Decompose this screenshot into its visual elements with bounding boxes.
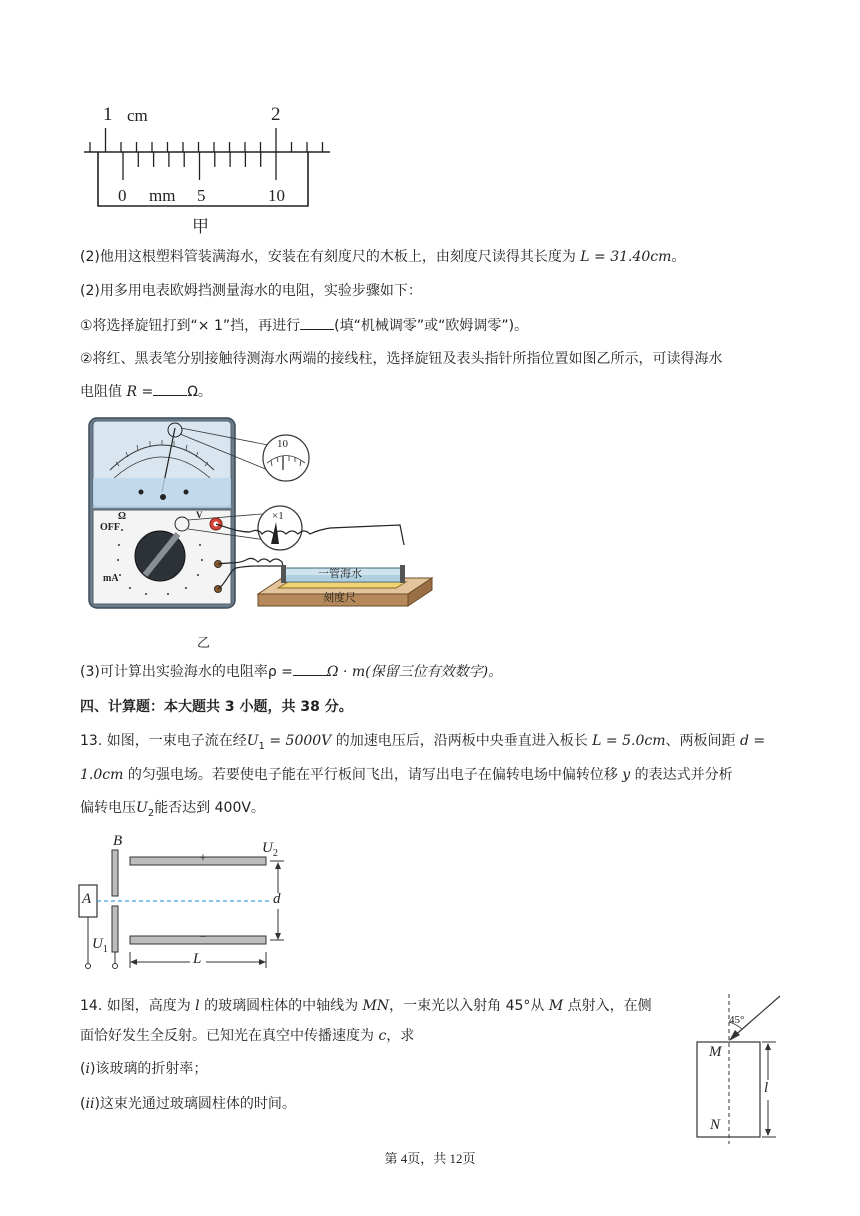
resistance-symbol: R = (126, 384, 154, 400)
q13-text-f: 能否达到 400V。 (154, 800, 265, 816)
resistance-label: 电阻值 (80, 384, 122, 400)
q13-text-e: 偏转电压 (80, 800, 136, 816)
q14-text-c: 点射入，在侧 (567, 998, 652, 1014)
line1-end: 。 (671, 249, 686, 265)
section-heading: 四、计算题：本大题共 3 小题，共 38 分。 (80, 699, 353, 715)
label-plus: + (199, 851, 207, 866)
q13-plate-length: L = 5.0cm (587, 733, 666, 749)
label-minus: − (199, 930, 207, 945)
q13-u2-sub: 2 (147, 807, 155, 819)
q14-part-ii-text: )这束光通过玻璃圆柱体的时间。 (94, 1096, 296, 1112)
zoom-switch-reading: ×1 (272, 510, 284, 522)
q14-c: c (374, 1028, 387, 1044)
main-scale-1: 1 (103, 104, 113, 125)
q13-text-d: 的表达式并分析 (634, 767, 733, 783)
q14-mn: MN (358, 998, 390, 1014)
ohm-mark: Ω (118, 511, 127, 522)
q13-u1: U (246, 733, 259, 749)
point-m: M (709, 1044, 722, 1060)
q13-u1-sub: 1 (258, 740, 265, 752)
vernier-scale-0: 0 (118, 186, 127, 205)
label-l: L (193, 951, 202, 967)
q14-part-ii-open: ( (80, 1096, 86, 1112)
label-b: B (113, 833, 123, 849)
q14-part-i: i (85, 1061, 90, 1077)
label-u1-letter: U (92, 936, 103, 952)
text-line-4: ②将红、黑表笔分别接触待测海水两端的接线柱，选择旋钮及表头指针所指位置如图乙所示，可读得海水 (80, 351, 723, 367)
vernier-scale-unit: mm (149, 186, 176, 205)
text-line-2: (2)用多用电表欧姆挡测量海水的电阻，实验步骤如下： (80, 283, 422, 299)
off-mark: OFF (100, 522, 120, 533)
figure-caption-jia: 甲 (192, 217, 209, 237)
angle-label: 45° (729, 1014, 745, 1026)
page-footer: 第 4页，共 12页 (384, 1151, 476, 1166)
height-label: l (764, 1080, 769, 1096)
q13-text-c: 的匀强电场。若要使电子能在平行板间飞出，请写出电子在偏转电场中偏转位移 (123, 767, 618, 783)
q13-d: d = (735, 733, 766, 749)
label-d: d (273, 891, 281, 907)
q14-part-ii: ii (85, 1096, 95, 1112)
length-value: L = 31.40cm (580, 249, 672, 265)
figure-caption-yi: 乙 (197, 636, 211, 651)
q14-text-b: ，一束光以入射角 45°从 (389, 998, 545, 1014)
q14-m: M (544, 998, 568, 1014)
q14-lead: 14. 如图，高度为 (80, 998, 191, 1014)
label-u1-sub: 1 (102, 944, 108, 955)
ruler-label: 刻度尺 (323, 591, 356, 604)
v-mark: V (196, 510, 203, 520)
label-u2-letter: U (262, 840, 273, 856)
q13-text-a: 的加速电压后，沿两板中央垂直进入板长 (331, 733, 588, 749)
ma-mark: mA (103, 573, 119, 584)
q13-lead: 13. 如图，一束电子流在经 (80, 733, 247, 749)
label-u2-sub: 2 (272, 848, 278, 859)
tube-label: 一管海水 (318, 567, 362, 580)
q13-y: y (617, 767, 635, 783)
q14-text-e: ，求 (386, 1028, 415, 1044)
label-a: A (82, 891, 92, 907)
q13-u2: U (136, 800, 148, 816)
q13-u1-value: = 5000V (264, 733, 332, 749)
line1-text: (2)他用这根塑料管装满海水，安装在有刻度尺的木板上，由刻度尺读得其长度为 (80, 249, 576, 265)
vernier-scale-10: 10 (268, 186, 285, 205)
resistance-unit: Ω。 (187, 384, 212, 400)
step1-text: ①将选择旋钮打到“× 1”挡，再进行 (80, 318, 301, 334)
vernier-scale-5: 5 (197, 186, 206, 205)
resistivity-text: (3)可计算出实验海水的电阻率ρ = (80, 664, 293, 680)
q14-part-i-text: )该玻璃的折射率； (89, 1061, 208, 1077)
q14-text-a: 的玻璃圆柱体的中轴线为 (204, 998, 359, 1014)
q14-l: l (190, 998, 205, 1014)
q14-text-d: 面恰好发生全反射。已知光在真空中传播速度为 (80, 1028, 374, 1044)
resistivity-unit: Ω · m(保留三位有效数字)。 (326, 664, 503, 680)
zoom-dial-reading: 10 (277, 438, 288, 450)
q14-part-i-open: ( (80, 1061, 86, 1077)
q13-text-b: 、两板间距 (665, 733, 736, 749)
main-scale-2: 2 (271, 104, 281, 125)
point-n: N (710, 1117, 721, 1133)
step1-hint: (填“机械调零”或“欧姆调零”)。 (334, 318, 529, 334)
q13-d-value: 1.0cm (80, 767, 124, 783)
main-scale-unit: cm (127, 106, 148, 125)
